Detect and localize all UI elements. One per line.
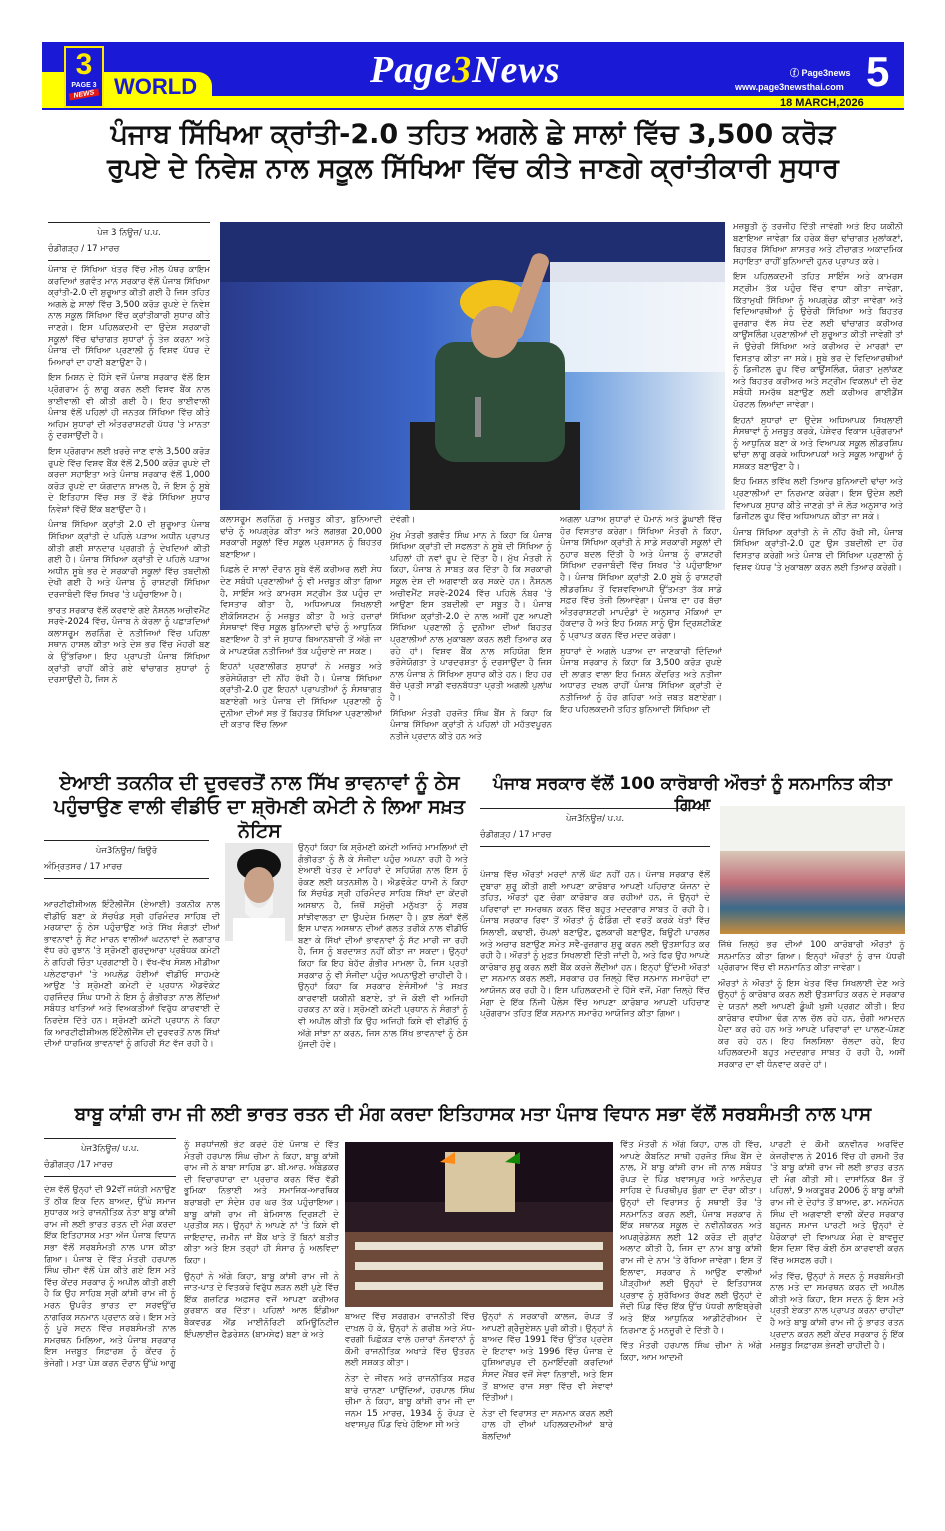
masthead-b: News — [472, 49, 561, 91]
kanshi-column-3 — [345, 1312, 475, 1525]
ai-column-2 — [298, 843, 468, 1091]
logo-tag: NEWS — [69, 88, 100, 100]
paragraph: ਪੰਜਾਬ ਸਿੱਖਿਆ ਕ੍ਰਾਂਤੀ 2.0 ਦੀ ਸ਼ੁਰੂਆਤ ਪੰਜਾਬ ਸਿੱਖਿਆ ਕ੍ਰਾਂਤੀ ਦੇ ਪਹਿਲੇ ਪੜਾਅ ਅਧੀਨ ਪ੍ਰਾਪਤ ਕੀਤੀ ਗਈ ਸ਼ਾਨਦਾਰ ਪ੍ਰਗਤੀ ਨੂੰ ਦੇਖਦਿਆਂ ਕੀਤੀ ਗਈ ਹੈ। ਪੰਜਾਬ ਸਿੱਖਿਆ ਕ੍ਰਾਂਤੀ ਦੇ ਪਹਿਲੇ ਪੜਾਅ ਅਧੀਨ ਸੂਬੇ ਭਰ ਦੇ ਸਰਕਾਰੀ ਸਕੂਲਾਂ ਵਿੱਚ ਤਬਦੀਲੀ ਦੇਖੀ ਗਈ ਹੈ ਅਤੇ ਪੰਜਾਬ ਨੂੰ ਰਾਸ਼ਟਰੀ ਸਿੱਖਿਆ ਦਰਜਾਬੰਦੀ ਵਿੱਚ ਸਿਖਰ 'ਤੇ ਪਹੁੰਚਾਇਆ ਹੈ। — [48, 520, 210, 601]
paragraph: ਪਾਰਟੀ ਦੇ ਕੌਮੀ ਕਨਵੀਨਰ ਅਰਵਿੰਦ ਕੇਜਰੀਵਾਲ ਨੇ 2016 ਵਿੱਚ ਹੀ ਰਸਮੀ ਤੌਰ 'ਤੇ ਬਾਬੂ ਕਾਂਸ਼ੀ ਰਾਮ ਜੀ ਲਈ ਭਾਰਤ ਰਤਨ ਦੀ ਮੰਗ ਕੀਤੀ ਸੀ। ਦਾਸਾਂਨਿਕ 8ਜ ਤੋਂ ਪਹਿਲਾਂ, 9 ਅਕਤੂਬਰ 2006 ਨੂੰ ਬਾਬੂ ਕਾਂਸ਼ੀ ਰਾਮ ਜੀ ਦੇ ਦੇਹਾਂਤ ਤੋਂ ਬਾਅਦ, ਡਾ. ਮਨਮੋਹਨ ਸਿੰਘ ਦੀ ਅਗਵਾਈ ਵਾਲੀ ਕੇਂਦਰ ਸਰਕਾਰ ਬਹੁਜਨ ਸਮਾਜ ਪਾਰਟੀ ਅਤੇ ਉਨ੍ਹਾਂ ਦੇ ਪੈਰੋਕਾਰਾਂ ਦੀ ਵਿਆਪਕ ਮੰਗ ਦੇ ਬਾਵਜੂਦ ਇਸ ਦਿਸ਼ਾ ਵਿੱਚ ਕੋਈ ਠੋਸ ਕਾਰਵਾਈ ਕਰਨ ਵਿੱਚ ਅਸਫਲ ਰਹੀ। — [770, 1140, 904, 1266]
dateline: ਚੰਡੀਗੜ੍ਹ / 17 ਮਾਰਚ — [480, 830, 710, 847]
masthead-num: 3 — [452, 49, 473, 91]
main-photo-chief-minister — [220, 222, 725, 510]
paragraph: ਉਨ੍ਹਾਂ ਨੇ ਸਰਕਾਰੀ ਕਾਲਜ, ਰੋਪੜ ਤੋਂ ਆਪਣੀ ਗ੍ਰੈਜੂਏਸ਼ਨ ਪੂਰੀ ਕੀਤੀ। ਉਨ੍ਹਾਂ ਨੇ ਬਾਅਦ ਵਿੱਚ 1991 ਵਿੱਚ ਉੱਤਰ ਪ੍ਰਦੇਸ਼ ਦੇ ਇਟਾਵਾ ਅਤੇ 1996 ਵਿੱਚ ਪੰਜਾਬ ਦੇ ਹੁਸ਼ਿਆਰਪੁਰ ਦੀ ਨੁਮਾਇੰਦਗੀ ਕਰਦਿਆਂ ਸੰਸਦ ਮੈਂਬਰ ਵਜੋਂ ਸੇਵਾ ਨਿਭਾਈ, ਅਤੇ ਇਸ ਤੋਂ ਬਾਅਦ ਰਾਜ ਸਭਾ ਵਿੱਚ ਵੀ ਸੇਵਾਵਾਂ ਦਿੱਤੀਆਂ। — [482, 1312, 613, 1404]
women-headline: ਪੰਜਾਬ ਸਰਕਾਰ ਵੱਲੋਂ 100 ਕਾਰੋਬਾਰੀ ਔਰਤਾਂ ਨੂੰ ਸਨਮਾਨਿਤ ਕੀਤਾ ਗਿਆ — [493, 774, 892, 816]
page-number: 5 — [866, 48, 890, 95]
ai-column-1 — [44, 880, 220, 1090]
portrait-illustration — [225, 843, 293, 941]
speaker-illustration — [220, 222, 725, 510]
paragraph: ਉਨ੍ਹਾਂ ਨੇ ਅੱਗੇ ਕਿਹਾ, ਬਾਬੂ ਕਾਂਸ਼ੀ ਰਾਮ ਜੀ ਨੇ ਜਾਤ-ਪਾਤ ਦੇ ਵਿਤਕਰੇ ਵਿਰੁੱਧ ਲੜਨ ਲਈ ਪੁਣੇ ਵਿੱਚ ਇੱਕ ਗਜ਼ਟਿਡ ਅਫ਼ਸਰ ਵਜੋਂ ਆਪਣਾ ਕਰੀਅਰ ਕੁਰਬਾਨ ਕਰ ਦਿੱਤਾ। ਪਹਿਲਾਂ ਆਲ ਇੰਡੀਆ ਬੈਕਵਰਡ ਐਂਡ ਮਾਈਨੋਰਿਟੀ ਕਮਿਊਨਿਟੀਜ਼ ਇੰਪਲਾਈਜ਼ ਫੈਡਰੇਸ਼ਨ (ਬਾਮਸੇਫ) ਬਣਾ ਕੇ ਅਤੇ — [184, 1271, 339, 1340]
paragraph: ਅਗਲਾ ਪੜਾਅ ਸੁਧਾਰਾਂ ਦੇ ਪੈਮਾਨੇ ਅਤੇ ਡੂੰਘਾਈ ਵਿੱਚ ਹੋਰ ਵਿਸਤਾਰ ਕਰੇਗਾ। ਸਿੱਖਿਆ ਮੰਤਰੀ ਨੇ ਕਿਹਾ, ਪੰਜਾਬ ਸਿੱਖਿਆ ਕ੍ਰਾਂਤੀ ਨੇ ਸਾਡੇ ਸਰਕਾਰੀ ਸਕੂਲਾਂ ਦੀ ਨੁਹਾਰ ਬਦਲ ਦਿੱਤੀ ਹੈ ਅਤੇ ਪੰਜਾਬ ਨੂੰ ਰਾਸ਼ਟਰੀ ਸਿੱਖਿਆ ਦਰਜਾਬੰਦੀ ਵਿੱਚ ਸਿਖਰ 'ਤੇ ਪਹੁੰਚਾਇਆ ਹੈ। ਪੰਜਾਬ ਸਿੱਖਿਆ ਕ੍ਰਾਂਤੀ 2.0 ਸੂਬੇ ਨੂੰ ਰਾਸ਼ਟਰੀ ਲੀਡਰਸ਼ਿਪ ਤੋਂ ਵਿਸ਼ਵਵਿਆਪੀ ਉੱਤਮਤਾ ਤੱਕ ਸਾਡੇ ਸਫ਼ਰ ਵਿੱਚ ਤੇਜ਼ੀ ਲਿਆਵੇਗਾ। ਪੰਜਾਬ ਦਾ ਹਰ ਬੱਚਾ ਅੰਤਰਰਾਸ਼ਟਰੀ ਮਾਪਦੰਡਾਂ ਦੇ ਅਨੁਸਾਰ ਮੌਕਿਆਂ ਦਾ ਹੱਕਦਾਰ ਹੈ ਅਤੇ ਇਹ ਮਿਸ਼ਨ ਸਾਨੂੰ ਉਸ ਦ੍ਰਿਸ਼ਟੀਕੋਣ ਨੂੰ ਪ੍ਰਾਪਤ ਕਰਨ ਵਿੱਚ ਮਦਦ ਕਰੇਗਾ। — [560, 515, 722, 641]
kanshi-byline-block — [44, 1138, 176, 1177]
paragraph: ਇਹਨਾਂ ਪ੍ਰਣਾਲੀਗਤ ਸੁਧਾਰਾਂ ਨੇ ਮਜ਼ਬੂਤ ਅਤੇ ਭਰੋਸੇਯੋਗਤਾ ਦੀ ਨੀਂਹ ਰੱਖੀ ਹੈ। ਪੰਜਾਬ ਸਿੱਖਿਆ ਕ੍ਰਾਂਤੀ-2.0 ਹੁਣ ਇਹਨਾਂ ਪ੍ਰਾਪਤੀਆਂ ਨੂੰ ਸੰਸਥਾਗਤ ਬਣਾਏਗੀ ਅਤੇ ਪੰਜਾਬ ਦੀ ਸਿੱਖਿਆ ਪ੍ਰਣਾਲੀ ਨੂੰ ਦੁਨੀਆ ਦੀਆਂ ਸਭ ਤੋਂ ਬਿਹਤਰ ਸਿੱਖਿਆ ਪ੍ਰਣਾਲੀਆਂ ਦੀ ਕਤਾਰ ਵਿੱਚ ਲਿਆ — [220, 662, 382, 731]
women-byline-block — [480, 808, 710, 847]
paragraph: ਇਹ ਮਿਸ਼ਨ ਭਵਿੱਖ ਲਈ ਤਿਆਰ ਬੁਨਿਆਦੀ ਢਾਂਚਾ ਅਤੇ ਪ੍ਰਣਾਲੀਆਂ ਦਾ ਨਿਰਮਾਣ ਕਰੇਗਾ। ਇਸ ਉਦੇਸ਼ ਲਈ ਵਿਆਪਕ ਸੁਧਾਰ ਕੀਤੇ ਜਾਣਗੇ ਤਾਂ ਜੋ ਲੋੜ ਅਨੁਸਾਰ ਅਤੇ ਡਿਜੀਟਲ ਰੂਪ ਵਿੱਚ ਅਧਿਆਪਨ ਕੀਤਾ ਜਾ ਸਕੇ। — [733, 477, 903, 523]
masthead-a: Page — [370, 49, 453, 91]
paragraph: ਵਿੱਤ ਮੰਤਰੀ ਹਰਪਾਲ ਸਿੰਘ ਚੀਮਾ ਨੇ ਅੱਗੇ ਕਿਹਾ, ਆਮ ਆਦਮੀ — [620, 1341, 762, 1363]
ai-headline-line2: ਪਹੁੰਚਾਉਣ ਵਾਲੀ ਵੀਡੀਓ ਦਾ ਸ਼੍ਰੋਮਣੀ ਕਮੇਟੀ ਨੇ ਲਿਆ ਸਖ਼ਤ ਨੋਟਿਸ — [53, 795, 466, 842]
kanshi-column-5 — [620, 1140, 762, 1525]
main-column-1 — [48, 265, 210, 760]
byline: ਪੇਜ3ਨਿਊਜ਼/ ਬਿਊਰੋ — [44, 840, 209, 856]
kanshi-column-2 — [184, 1140, 339, 1525]
paragraph: ਜਿੱਥੇ ਜ਼ਿਲ੍ਹੇ ਭਰ ਦੀਆਂ 100 ਕਾਰੋਬਾਰੀ ਔਰਤਾਂ ਨੂੰ ਸਨਮਾਨਿਤ ਕੀਤਾ ਗਿਆ। ਇਨ੍ਹਾਂ ਔਰਤਾਂ ਨੂੰ ਰਾਜ ਪੱਧਰੀ ਪ੍ਰੋਗਰਾਮ ਵਿੱਚ ਵੀ ਸਨਮਾਨਿਤ ਕੀਤਾ ਜਾਵੇਗਾ। — [718, 940, 905, 974]
facebook-icon: ⓕ — [790, 68, 802, 78]
paragraph: ਨੇਤਾ ਦੇ ਜੀਵਨ ਅਤੇ ਰਾਜਨੀਤਿਕ ਸਫ਼ਰ ਬਾਰੇ ਚਾਨਣਾ ਪਾਉਂਦਿਆਂ, ਹਰਪਾਲ ਸਿੰਘ ਚੀਮਾ ਨੇ ਕਿਹਾ, ਬਾਬੂ ਕਾਂਸ਼ੀ ਰਾਮ ਜੀ ਦਾ ਜਨਮ 15 ਮਾਰਚ, 1934 ਨੂੰ ਰੋਪੜ ਦੇ ਖਵਾਸਪੁਰ ਪਿੰਡ ਵਿਖੇ ਹੋਇਆ ਸੀ ਅਤੇ — [345, 1373, 475, 1431]
dateline: ਅੰਮ੍ਰਿਤਸਰ / 17 ਮਾਰਚ — [44, 862, 209, 879]
main-byline-block — [48, 222, 210, 261]
assembly-illustration — [345, 1142, 613, 1307]
women-award-photo — [720, 806, 905, 934]
paragraph: ਪੰਜਾਬ ਦੇ ਸਿੱਖਿਆ ਖੇਤਰ ਵਿੱਚ ਮੀਲ ਪੱਥਰ ਕਾਇਮ ਕਰਦਿਆਂ ਭਗਵੰਤ ਮਾਨ ਸਰਕਾਰ ਵੱਲੋਂ ਪੰਜਾਬ ਸਿੱਖਿਆ ਕ੍ਰਾਂਤੀ-2.0 ਦੀ ਸ਼ੁਰੂਆਤ ਕੀਤੀ ਗਈ ਹੈ ਜਿਸ ਤਹਿਤ ਅਗਲੇ ਛੇ ਸਾਲਾਂ ਵਿੱਚ 3,500 ਕਰੋੜ ਰੁਪਏ ਦੇ ਨਿਵੇਸ਼ ਨਾਲ ਸਕੂਲ ਸਿੱਖਿਆ ਵਿੱਚ ਕ੍ਰਾਂਤੀਕਾਰੀ ਸੁਧਾਰ ਕੀਤੇ ਜਾਣਗੇ। ਇਸ ਪਹਿਲਕਦਮੀ ਦਾ ਉਦੇਸ਼ ਸਰਕਾਰੀ ਸਕੂਲਾਂ ਵਿੱਚ ਢਾਂਚਾਗਤ ਸੁਧਾਰਾਂ ਨੂੰ ਤੇਜ਼ ਕਰਨਾ ਅਤੇ ਪੰਜਾਬ ਦੀ ਸਿੱਖਿਆ ਪ੍ਰਣਾਲੀ ਨੂੰ ਵਿਸ਼ਵ ਪੱਧਰ ਦੇ ਮਿਆਰਾਂ ਦਾ ਹਾਣੀ ਬਣਾਉਣਾ ਹੈ। — [48, 265, 210, 368]
paragraph: ਪੰਜਾਬ ਵਿੱਚ ਔਰਤਾਂ ਮਰਦਾਂ ਨਾਲੋਂ ਘੱਟ ਨਹੀਂ ਹਨ। ਪੰਜਾਬ ਸਰਕਾਰ ਵੱਲੋਂ ਦੁਬਾਰਾ ਸ਼ੁਰੂ ਕੀਤੀ ਗਈ ਆਪਣਾ ਕਾਰੋਬਾਰ ਆਪਣੀ ਪਹਿਚਾਣ ਯੋਜਨਾ ਦੇ ਤਹਿਤ, ਔਰਤਾਂ ਹੁਣ ਚੰਗਾ ਕਾਰੋਬਾਰ ਕਰ ਰਹੀਆਂ ਹਨ, ਜੋ ਉਨ੍ਹਾਂ ਦੇ ਪਰਿਵਾਰਾਂ ਦਾ ਸਮਰਥਨ ਕਰਨ ਵਿੱਚ ਬਹੁਤ ਮਦਦਗਾਰ ਸਾਬਤ ਹੋ ਰਹੀ ਹੈ। ਪੰਜਾਬ ਸਰਕਾਰ ਰਿਵਾ ਤੋਂ ਔਰਤਾਂ ਨੂੰ ਫੰਡਿੰਗ ਦੀ ਵਰਤੋਂ ਕਰਕੇ ਖੇਤਾਂ ਵਿੱਚ ਸਿਲਾਈ, ਕਢਾਈ, ਚੱਪਲਾਂ ਬਣਾਉਣ, ਫੁਲਕਾਰੀ ਬਣਾਉਣ, ਬਿਊਟੀ ਪਾਰਲਰ ਅਤੇ ਅਚਾਰ ਬਣਾਉਣ ਸਮੇਤ ਸਵੈ-ਰੁਜ਼ਗਾਰ ਸ਼ੁਰੂ ਕਰਨ ਲਈ ਉਤਸ਼ਾਹਿਤ ਕਰ ਰਹੀ ਹੈ। ਔਰਤਾਂ ਨੂੰ ਮੁਫ਼ਤ ਸਿਖਲਾਈ ਦਿੱਤੀ ਜਾਂਦੀ ਹੈ, ਅਤੇ ਫਿਰ ਉਹ ਆਪਣੇ ਕਾਰੋਬਾਰ ਸ਼ੁਰੂ ਕਰਨ ਲਈ ਬੈਂਕ ਕਰਜ਼ੇ ਲੈਂਦੀਆਂ ਹਨ। ਇਨ੍ਹਾਂ ਉੱਦਮੀ ਔਰਤਾਂ ਦਾ ਸਨਮਾਨ ਕਰਨ ਲਈ, ਸਰਕਾਰ ਹਰ ਜ਼ਿਲ੍ਹੇ ਵਿੱਚ ਸਨਮਾਨ ਸਮਾਰੋਹਾਂ ਦਾ ਆਯੋਜਨ ਕਰ ਰਹੀ ਹੈ। ਇਸ ਪਹਿਲਕਦਮੀ ਦੇ ਹਿੱਸੇ ਵਜੋਂ, ਮੋਗਾ ਜ਼ਿਲ੍ਹੇ ਵਿੱਚ ਮੋਗਾ ਦੇ ਇੱਕ ਨਿੱਜੀ ਪੈਲੇਸ ਵਿੱਚ ਆਪਣਾ ਕਾਰੋਬਾਰ ਆਪਣੀ ਪਹਿਚਾਣ ਪ੍ਰੋਗਰਾਮ ਤਹਿਤ ਇੱਕ ਸਨਮਾਨ ਸਮਾਰੋਹ ਆਯੋਜਿਤ ਕੀਤਾ ਗਿਆ। — [480, 870, 710, 1020]
dhami-portrait — [225, 843, 293, 941]
section-label: WORLD — [114, 74, 198, 99]
dateline: ਚੰਡੀਗੜ੍ਹ /17 ਮਾਰਚ — [44, 1160, 176, 1177]
main-column-5 — [733, 222, 903, 760]
ai-headline — [42, 772, 477, 843]
assembly-photo — [345, 1142, 613, 1307]
facebook-label: Page3news — [801, 68, 851, 78]
logo-number: 3 — [75, 48, 93, 81]
paragraph: ਬਾਅਦ ਵਿੱਚ ਸਰਗਰਮ ਰਾਜਨੀਤੀ ਵਿੱਚ ਦਾਖ਼ਲ ਹੋ ਕੇ, ਉਨ੍ਹਾਂ ਨੇ ਗਰੀਬ ਅਤੇ ਮੱਧ-ਵਰਗੀ ਪਿਛੋਕੜ ਵਾਲੇ ਹਜ਼ਾਰਾਂ ਨੌਜਵਾਨਾਂ ਨੂੰ ਕੌਮੀ ਰਾਜਨੀਤਿਕ ਅਖਾੜੇ ਵਿੱਚ ਉਤਰਨ ਲਈ ਸਸ਼ਕਤ ਕੀਤਾ। — [345, 1312, 475, 1369]
issue-date: 18 MARCH,2026 — [780, 97, 864, 109]
paragraph: ਸਿੱਖਿਆ ਮੰਤਰੀ ਹਰਜੋਤ ਸਿੰਘ ਬੈਂਸ ਨੇ ਕਿਹਾ ਕਿ ਪੰਜਾਬ ਸਿੱਖਿਆ ਕ੍ਰਾਂਤੀ ਨੇ ਪਹਿਲਾਂ ਹੀ ਮਹੱਤਵਪੂਰਨ ਨਤੀਜੇ ਪ੍ਰਦਾਨ ਕੀਤੇ ਹਨ ਅਤੇ — [390, 708, 552, 742]
paragraph: ਆਰਟੀਫੀਸ਼ੀਅਲ ਇੰਟੈਲੀਜੈਂਸ (ਏਆਈ) ਤਕਨੀਕ ਨਾਲ ਵੀਡੀਓ ਬਣਾ ਕੇ ਸੱਚਖੰਡ ਸ੍ਰੀ ਹਰਿਮੰਦਰ ਸਾਹਿਬ ਦੀ ਮਰਯਾਦਾ ਨੂੰ ਠੇਸ ਪਹੁੰਚਾਉਣ ਅਤੇ ਸਿੱਖ ਸੰਗਤਾਂ ਦੀਆਂ ਭਾਵਨਾਵਾਂ ਨੂੰ ਸੱਟ ਮਾਰਨ ਵਾਲੀਆਂ ਘਟਨਾਵਾਂ ਦੇ ਲਗਾਤਾਰ ਵੱਧ ਰਹੇ ਰੁਝਾਨ 'ਤੇ ਸ਼੍ਰੋਮਣੀ ਗੁਰਦੁਆਰਾ ਪ੍ਰਬੰਧਕ ਕਮੇਟੀ ਨੇ ਗਹਿਰੀ ਚਿੰਤਾ ਪ੍ਰਗਟਾਈ ਹੈ। ਵੱਖ-ਵੱਖ ਸੋਸ਼ਲ ਮੀਡੀਆ ਪਲੇਟਫਾਰਮਾਂ 'ਤੇ ਅਪਲੋਡ ਹੋਈਆਂ ਵੀਡੀਓ ਸਾਹਮਣੇ ਆਉਣ 'ਤੇ ਸ਼੍ਰੋਮਣੀ ਕਮੇਟੀ ਦੇ ਪ੍ਰਧਾਨ ਐਡਵੋਕੇਟ ਹਰਜਿੰਦਰ ਸਿੰਘ ਧਾਮੀ ਨੇ ਇਸ ਨੂੰ ਗੰਭੀਰਤਾ ਨਾਲ ਲੈਂਦਿਆਂ ਸਬੰਧਤ ਖਾਤਿਆਂ ਅਤੇ ਵਿਅਕਤੀਆਂ ਵਿਰੁੱਧ ਕਾਰਵਾਈ ਦੇ ਨਿਰਦੇਸ਼ ਦਿੱਤੇ ਹਨ। ਸ਼੍ਰੋਮਣੀ ਕਮੇਟੀ ਪ੍ਰਧਾਨ ਨੇ ਕਿਹਾ ਕਿ ਆਰਟੀਫੀਸ਼ੀਅਲ ਇੰਟੈਲੀਜੈਂਸ ਦੀ ਦੁਰਵਰਤੋਂ ਨਾਲ ਸਿੱਖਾਂ ਦੀਆਂ ਧਾਰਮਿਕ ਭਾਵਨਾਵਾਂ ਨੂੰ ਗਹਿਰੀ ਸੱਟ ਵੱਜ ਰਹੀ ਹੈ। — [44, 900, 220, 1050]
main-headline — [42, 118, 904, 186]
paragraph: ਦੇਸ਼ ਵੱਲੋਂ ਉਨ੍ਹਾਂ ਦੀ 92ਵੀਂ ਜਯੰਤੀ ਮਨਾਉਣ ਤੋਂ ਠੀਕ ਇਕ ਦਿਨ ਬਾਅਦ, ਉੱਘੇ ਸਮਾਜ ਸੁਧਾਰਕ ਅਤੇ ਰਾਜਨੀਤਿਕ ਨੇਤਾ ਬਾਬੂ ਕਾਂਸ਼ੀ ਰਾਮ ਜੀ ਲਈ ਭਾਰਤ ਰਤਨ ਦੀ ਮੰਗ ਕਰਦਾ ਇੱਕ ਇਤਿਹਾਸਕ ਮਤਾ ਅੱਜ ਪੰਜਾਬ ਵਿਧਾਨ ਸਭਾ ਵੱਲੋਂ ਸਰਬਸੰਮਤੀ ਨਾਲ ਪਾਸ ਕੀਤਾ ਗਿਆ। ਪੰਜਾਬ ਦੇ ਵਿੱਤ ਮੰਤਰੀ ਹਰਪਾਲ ਸਿੰਘ ਚੀਮਾ ਵੱਲੋਂ ਪੇਸ਼ ਕੀਤੇ ਗਏ ਇਸ ਮਤੇ ਵਿੱਚ ਕੇਂਦਰ ਸਰਕਾਰ ਨੂੰ ਅਪੀਲ ਕੀਤੀ ਗਈ ਹੈ ਕਿ ਉਹ ਸਾਹਿਬ ਸ੍ਰੀ ਕਾਂਸ਼ੀ ਰਾਮ ਜੀ ਨੂੰ ਮਰਨ ਉਪਰੰਤ ਭਾਰਤ ਦਾ ਸਰਵਉੱਚ ਨਾਗਰਿਕ ਸਨਮਾਨ ਪ੍ਰਦਾਨ ਕਰੇ। ਇਸ ਮਤੇ ਨੂੰ ਪੂਰੇ ਸਦਨ ਵਿੱਚ ਸਰਬਸੰਮਤੀ ਨਾਲ ਸਮਰਥਨ ਮਿਲਿਆ, ਅਤੇ ਪੰਜਾਬ ਸਰਕਾਰ ਇਸ ਮਜ਼ਬੂਤ ਸਿਫ਼ਾਰਸ਼ ਨੂੰ ਕੇਂਦਰ ਨੂੰ ਭੇਜੇਗੀ। ਮਤਾ ਪੇਸ਼ ਕਰਨ ਦੌਰਾਨ ਉੱਘੇ ਆਗੂ — [44, 1185, 176, 1369]
kanshi-column-1 — [44, 1185, 176, 1525]
ai-headline-line1: ਏਆਈ ਤਕਨੀਕ ਦੀ ਦੁਰਵਰਤੋਂ ਨਾਲ ਸਿੱਖ ਭਾਵਨਾਵਾਂ ਨੂੰ ਠੇਸ — [59, 772, 460, 794]
paragraph: ਭਾਰਤ ਸਰਕਾਰ ਵੱਲੋਂ ਕਰਵਾਏ ਗਏ ਨੈਸ਼ਨਲ ਅਚੀਵਮੈਂਟ ਸਰਵੇ-2024 ਵਿੱਚ, ਪੰਜਾਬ ਨੇ ਕੇਰਲਾ ਨੂੰ ਪਛਾੜਦਿਆਂ ਕਲਾਸਰੂਮ ਲਰਨਿੰਗ ਦੇ ਨਤੀਜਿਆਂ ਵਿੱਚ ਪਹਿਲਾ ਸਥਾਨ ਹਾਸਲ ਕੀਤਾ ਅਤੇ ਦੇਸ਼ ਭਰ ਵਿੱਚ ਮੋਹਰੀ ਬਣ ਕੇ ਉੱਭਰਿਆ। ਇਹ ਪ੍ਰਾਪਤੀ ਪੰਜਾਬ ਸਿੱਖਿਆ ਕ੍ਰਾਂਤੀ ਰਾਹੀਂ ਕੀਤੇ ਗਏ ਢਾਂਚਾਗਤ ਸੁਧਾਰਾਂ ਨੂੰ ਦਰਸਾਉਂਦੀ ਹੈ, ਜਿਸ ਨੇ — [48, 605, 210, 686]
women-column-2 — [718, 940, 905, 1092]
women-column-1 — [480, 870, 710, 1092]
paragraph: ਮੁੱਖ ਮੰਤਰੀ ਭਗਵੰਤ ਸਿੰਘ ਮਾਨ ਨੇ ਕਿਹਾ ਕਿ ਪੰਜਾਬ ਸਿੱਖਿਆ ਕ੍ਰਾਂਤੀ ਦੀ ਸਫਲਤਾ ਨੇ ਸੂਬੇ ਦੀ ਸਿੱਖਿਆ ਨੂੰ ਪਹਿਲਾਂ ਹੀ ਨਵਾਂ ਰੂਪ ਦੇ ਦਿੱਤਾ ਹੈ। ਮੁੱਖ ਮੰਤਰੀ ਨੇ ਕਿਹਾ, ਪੰਜਾਬ ਨੇ ਸਾਬਤ ਕਰ ਦਿੱਤਾ ਹੈ ਕਿ ਸਰਕਾਰੀ ਸਕੂਲ ਦੇਸ਼ ਦੀ ਅਗਵਾਈ ਕਰ ਸਕਦੇ ਹਨ। ਨੈਸ਼ਨਲ ਅਚੀਵਮੈਂਟ ਸਰਵੇ-2024 ਵਿੱਚ ਪਹਿਲੇ ਨੰਬਰ 'ਤੇ ਆਉਣਾ ਇਸ ਤਬਦੀਲੀ ਦਾ ਸਬੂਤ ਹੈ। ਪੰਜਾਬ ਸਿੱਖਿਆ ਕ੍ਰਾਂਤੀ-2.0 ਦੇ ਨਾਲ ਅਸੀਂ ਹੁਣ ਆਪਣੀ ਸਿੱਖਿਆ ਪ੍ਰਣਾਲੀ ਨੂੰ ਦੁਨੀਆ ਦੀਆਂ ਬਿਹਤਰ ਪ੍ਰਣਾਲੀਆਂ ਨਾਲ ਮੁਕਾਬਲਾ ਕਰਨ ਲਈ ਤਿਆਰ ਕਰ ਰਹੇ ਹਾਂ। ਵਿਸ਼ਵ ਬੈਂਕ ਨਾਲ ਸਹਿਯੋਗ ਇਸ ਭਰੋਸੇਯੋਗਤਾ ਤੇ ਪਾਰਦਰਸ਼ਤਾ ਨੂੰ ਦਰਸਾਉਂਦਾ ਹੈ ਜਿਸ ਨਾਲ ਪੰਜਾਬ ਨੇ ਸਿੱਖਿਆ ਸੁਧਾਰ ਕੀਤੇ ਹਨ। ਇਹ ਹਰ ਬੱਚੇ ਪ੍ਰਤੀ ਸਾਡੀ ਵਚਨਬੱਧਤਾ ਪ੍ਰਤੀ ਅਗਲੀ ਪੁਲਾਂਘ ਹੈ। — [390, 530, 552, 703]
byline: ਪੇਜ 3 ਨਿਊਜ਼/ ਪ.ਪ. — [48, 222, 210, 238]
paragraph: ਅੰਤ ਵਿੱਚ, ਉਨ੍ਹਾਂ ਨੇ ਸਦਨ ਨੂੰ ਸਰਬਸੰਮਤੀ ਨਾਲ ਮਤੇ ਦਾ ਸਮਰਥਨ ਕਰਨ ਦੀ ਅਪੀਲ ਕੀਤੀ ਅਤੇ ਕਿਹਾ, ਇਸ ਸਦਨ ਨੂੰ ਇਸ ਮਤੇ ਪ੍ਰਤੀ ਏਕਤਾ ਨਾਲ ਪ੍ਰਾਪਤ ਕਰਨਾ ਚਾਹੀਦਾ ਹੈ ਅਤੇ ਬਾਬੂ ਕਾਂਸ਼ੀ ਰਾਮ ਜੀ ਨੂੰ ਭਾਰਤ ਰਤਨ ਪ੍ਰਦਾਨ ਕਰਨ ਲਈ ਕੇਂਦਰ ਸਰਕਾਰ ਨੂੰ ਇੱਕ ਮਜ਼ਬੂਤ ਸਿਫ਼ਾਰਸ਼ ਭੇਜਣੀ ਚਾਹੀਦੀ ਹੈ। — [770, 1271, 904, 1352]
paragraph: ਇਹਨਾਂ ਸੁਧਾਰਾਂ ਦਾ ਉਦੇਸ਼ ਅਧਿਆਪਕ ਸਿਖਲਾਈ ਸੰਸਥਾਵਾਂ ਨੂੰ ਮਜ਼ਬੂਤ ਕਰਕੇ, ਪੇਸ਼ੇਵਰ ਵਿਕਾਸ ਪ੍ਰੋਗਰਾਮਾਂ ਨੂੰ ਆਧੁਨਿਕ ਬਣਾ ਕੇ ਅਤੇ ਵਿਆਪਕ ਸਕੂਲ ਲੀਡਰਸ਼ਿਪ ਢਾਂਚਾ ਲਾਗੂ ਕਰਕੇ ਅਧਿਆਪਕਾਂ ਅਤੇ ਸਕੂਲ ਆਗੂਆਂ ਨੂੰ ਸਸ਼ਕਤ ਬਣਾਉਣਾ ਹੈ। — [733, 415, 903, 472]
main-column-3 — [390, 515, 552, 760]
paragraph: ਵਿੱਤ ਮੰਤਰੀ ਨੇ ਅੱਗੇ ਕਿਹਾ, ਹਾਲ ਹੀ ਵਿੱਚ, ਆਪਣੇ ਕੈਬਨਿਟ ਸਾਥੀ ਹਰਜੋਤ ਸਿੰਘ ਬੈਂਸ ਦੇ ਨਾਲ, ਮੈਂ ਬਾਬੂ ਕਾਂਸ਼ੀ ਰਾਮ ਜੀ ਨਾਲ ਸਬੰਧਤ ਰੋਪੜ ਦੇ ਪਿੰਡ ਖਵਾਸਪੁਰ ਅਤੇ ਆਨੰਦਪੁਰ ਸਾਹਿਬ ਦੇ ਪਿਰਥੀਪੁਰ ਬੁੰਗਾ ਦਾ ਦੌਰਾ ਕੀਤਾ। ਉਨ੍ਹਾਂ ਦੀ ਵਿਰਾਸਤ ਨੂੰ ਸਥਾਈ ਤੌਰ 'ਤੇ ਸਨਮਾਨਿਤ ਕਰਨ ਲਈ, ਪੰਜਾਬ ਸਰਕਾਰ ਨੇ ਇੱਕ ਸਥਾਨਕ ਸਕੂਲ ਦੇ ਨਵੀਨੀਕਰਨ ਅਤੇ ਅਪਗ੍ਰੇਡੇਸ਼ਨ ਲਈ 12 ਕਰੋੜ ਦੀ ਗ੍ਰਾਂਟ ਅਲਾਟ ਕੀਤੀ ਹੈ, ਜਿਸ ਦਾ ਨਾਮ ਬਾਬੂ ਕਾਂਸ਼ੀ ਰਾਮ ਜੀ ਦੇ ਨਾਮ 'ਤੇ ਰੱਖਿਆ ਜਾਵੇਗਾ। ਇਸ ਤੋਂ ਇਲਾਵਾ, ਸਰਕਾਰ ਨੇ ਆਉਣ ਵਾਲੀਆਂ ਪੀੜ੍ਹੀਆਂ ਲਈ ਉਨ੍ਹਾਂ ਦੇ ਇਤਿਹਾਸਕ ਪ੍ਰਭਾਵ ਨੂੰ ਸੁਰੱਖਿਅਤ ਰੱਖਣ ਲਈ ਉਨ੍ਹਾਂ ਦੇ ਜੱਦੀ ਪਿੰਡ ਵਿੱਚ ਇੱਕ ਉੱਚ ਪੱਧਰੀ ਲਾਇਬ੍ਰੇਰੀ ਅਤੇ ਇੱਕ ਆਧੁਨਿਕ ਆਡੀਟੋਰੀਅਮ ਦੇ ਨਿਰਮਾਣ ਨੂੰ ਮਨਜ਼ੂਰੀ ਦੇ ਦਿੱਤੀ ਹੈ। — [620, 1140, 762, 1336]
kanshi-column-4 — [482, 1312, 613, 1525]
main-headline-line2: ਰੁਪਏ ਦੇ ਨਿਵੇਸ਼ ਨਾਲ ਸਕੂਲ ਸਿੱਖਿਆ ਵਿੱਚ ਕੀਤੇ ਜਾਣਗੇ ਕ੍ਰਾਂਤੀਕਾਰੀ ਸੁਧਾਰ — [107, 152, 839, 184]
paragraph: ਔਰਤਾਂ ਨੇ ਔਰਤਾਂ ਨੂੰ ਇਸ ਖੇਤਰ ਵਿੱਚ ਸਿਖਲਾਈ ਦੇਣ ਅਤੇ ਉਨ੍ਹਾਂ ਨੂੰ ਕਾਰੋਬਾਰ ਕਰਨ ਲਈ ਉਤਸ਼ਾਹਿਤ ਕਰਨ ਦੇ ਸਰਕਾਰ ਦੇ ਯਤਨਾਂ ਲਈ ਆਪਣੀ ਡੂੰਘੀ ਖੁਸ਼ੀ ਪ੍ਰਗਟ ਕੀਤੀ। ਇਹ ਕਾਰੋਬਾਰ ਵਧੀਆ ਢੰਗ ਨਾਲ ਚੱਲ ਰਹੇ ਹਨ, ਚੰਗੀ ਆਮਦਨ ਪੈਦਾ ਕਰ ਰਹੇ ਹਨ ਅਤੇ ਆਪਣੇ ਪਰਿਵਾਰਾਂ ਦਾ ਪਾਲਣ-ਪੋਸ਼ਣ ਕਰ ਰਹੇ ਹਨ। ਇਹ ਸਿਲਸਿਲਾ ਚੱਲਦਾ ਰਹੇ, ਇਹ ਪਹਿਲਕਦਮੀ ਬਹੁਤ ਮਦਦਗਾਰ ਸਾਬਤ ਹੋ ਰਹੀ ਹੈ, ਅਸੀਂ ਸਰਕਾਰ ਦਾ ਵੀ ਧੰਨਵਾਦ ਕਰਦੇ ਹਾਂ। — [718, 978, 905, 1070]
paragraph: ਉਨ੍ਹਾਂ ਕਿਹਾ ਕਿ ਸ਼੍ਰੋਮਣੀ ਕਮੇਟੀ ਅਜਿਹੇ ਮਾਮਲਿਆਂ ਦੀ ਗੰਭੀਰਤਾ ਨੂੰ ਲੈ ਕੇ ਸੰਜੀਦਾ ਪਹੁੰਚ ਅਪਨਾ ਰਹੀ ਹੈ ਅਤੇ ਏਆਈ ਖੇਤਰ ਦੇ ਮਾਹਿਰਾਂ ਦੇ ਸਹਿਯੋਗ ਨਾਲ ਇਸ ਨੂੰ ਰੋਕਣ ਲਈ ਯਤਨਸ਼ੀਲ ਹੈ। ਐਡਵੋਕੇਟ ਧਾਮੀ ਨੇ ਕਿਹਾ ਕਿ ਸੱਚਖੰਡ ਸ੍ਰੀ ਹਰਿਮੰਦਰ ਸਾਹਿਬ ਸਿੱਖਾਂ ਦਾ ਕੇਂਦਰੀ ਅਸਥਾਨ ਹੈ, ਜਿਥੋਂ ਸਮੁੱਚੀ ਮਨੁੱਖਤਾ ਨੂੰ ਸਰਬ ਸਾਂਝੀਵਾਲਤਾ ਦਾ ਉਪਦੇਸ਼ ਮਿਲਦਾ ਹੈ। ਕੁਝ ਲੋਕਾਂ ਵੱਲੋਂ ਇਸ ਪਾਵਨ ਅਸਥਾਨ ਦੀਆਂ ਗਲਤ ਤਰੀਕੇ ਨਾਲ ਵੀਡੀਓ ਬਣਾ ਕੇ ਸਿੱਖਾਂ ਦੀਆਂ ਭਾਵਨਾਵਾਂ ਨੂੰ ਸੱਟ ਮਾਰੀ ਜਾ ਰਹੀ ਹੈ, ਜਿਸ ਨੂੰ ਬਰਦਾਸ਼ਤ ਨਹੀਂ ਕੀਤਾ ਜਾ ਸਕਦਾ। ਉਨ੍ਹਾਂ ਕਿਹਾ ਕਿ ਇਹ ਬੇਹੱਦ ਗੰਭੀਰ ਮਾਮਲਾ ਹੈ, ਜਿਸ ਪ੍ਰਤੀ ਸਰਕਾਰ ਨੂੰ ਵੀ ਸੰਜੀਦਾ ਪਹੁੰਚ ਅਪਨਾਉਣੀ ਚਾਹੀਦੀ ਹੈ। ਉਨ੍ਹਾਂ ਕਿਹਾ ਕਿ ਸਰਕਾਰ ਏਜੰਸੀਆਂ 'ਤੇ ਸਖ਼ਤ ਕਾਰਵਾਈ ਯਕੀਨੀ ਬਣਾਏ, ਤਾਂ ਜੋ ਕੋਈ ਵੀ ਅਜਿਹੀ ਹਰਕਤ ਨਾ ਕਰੇ। ਸ਼੍ਰੋਮਣੀ ਕਮੇਟੀ ਪ੍ਰਧਾਨ ਨੇ ਸੰਗਤਾਂ ਨੂੰ ਵੀ ਅਪੀਲ ਕੀਤੀ ਕਿ ਉਹ ਅਜਿਹੀ ਕਿਸੇ ਵੀ ਵੀਡੀਓ ਨੂੰ ਅੱਗੇ ਸਾਂਝਾ ਨਾ ਕਰਨ, ਜਿਸ ਨਾਲ ਸਿੱਖ ਭਾਵਨਾਵਾਂ ਨੂੰ ਠੇਸ ਪੁੱਜਦੀ ਹੋਵੇ। — [298, 843, 468, 1051]
paragraph: ਇਸ ਮਿਸ਼ਨ ਦੇ ਹਿੱਸੇ ਵਜੋਂ ਪੰਜਾਬ ਸਰਕਾਰ ਵੱਲੋਂ ਇਸ ਪ੍ਰੋਗਰਾਮ ਨੂੰ ਲਾਗੂ ਕਰਨ ਲਈ ਵਿਸ਼ਵ ਬੈਂਕ ਨਾਲ ਭਾਈਵਾਲੀ ਵੀ ਕੀਤੀ ਗਈ ਹੈ। ਇਹ ਭਾਈਵਾਲੀ ਪੰਜਾਬ ਵੱਲੋਂ ਪਹਿਲਾਂ ਹੀ ਜਨਤਕ ਸਿੱਖਿਆ ਵਿੱਚ ਕੀਤੇ ਅਹਿਮ ਸੁਧਾਰਾਂ ਦੀ ਅੰਤਰਰਾਸ਼ਟਰੀ ਪੱਧਰ 'ਤੇ ਮਾਨਤਾ ਨੂੰ ਦਰਸਾਉਂਦੀ ਹੈ। — [48, 373, 210, 442]
paragraph: ਮਜ਼ਬੂਤੀ ਨੂੰ ਤਰਜੀਹ ਦਿੱਤੀ ਜਾਵੇਗੀ ਅਤੇ ਇਹ ਯਕੀਨੀ ਬਣਾਇਆ ਜਾਵੇਗਾ ਕਿ ਹਰੇਕ ਬੱਚਾ ਢਾਂਚਾਗਤ ਮੁਲਾਂਕਣਾਂ, ਬਿਹਤਰ ਸਿੱਖਿਆ ਸ਼ਾਸਤਰ ਅਤੇ ਟੀਚਾਗਤ ਅਕਾਦਮਿਕ ਸਹਾਇਤਾ ਰਾਹੀਂ ਬੁਨਿਆਦੀ ਹੁਨਰ ਪ੍ਰਾਪਤ ਕਰੇ। — [733, 222, 903, 267]
paragraph: ਕਲਾਸਰੂਮ ਲਰਨਿੰਗ ਨੂੰ ਮਜ਼ਬੂਤ ਕੀਤਾ, ਬੁਨਿਆਦੀ ਢਾਂਚੇ ਨੂੰ ਅਪਗ੍ਰੇਡ ਕੀਤਾ ਅਤੇ ਲਗਭਗ 20,000 ਸਰਕਾਰੀ ਸਕੂਲਾਂ ਵਿੱਚ ਸਕੂਲ ਪ੍ਰਸ਼ਾਸਨ ਨੂੰ ਬਿਹਤਰ ਬਣਾਇਆ। — [220, 515, 382, 560]
paragraph: ਦੇਵੇਗੀ। — [390, 515, 416, 525]
website-link[interactable]: www.page3newsthai.com — [735, 82, 844, 92]
dateline: ਚੰਡੀਗੜ੍ਹ / 17 ਮਾਰਚ — [48, 244, 210, 261]
byline: ਪੇਜ3ਨਿਊਜ਼/ ਪ.ਪ. — [480, 808, 710, 824]
facebook-handle[interactable] — [790, 66, 851, 79]
byline: ਪੇਜ3ਨਿਊਜ਼/ ਪ.ਪ. — [44, 1138, 176, 1154]
kanshi-column-6 — [770, 1140, 904, 1525]
logo-sub: PAGE 3 — [71, 82, 97, 89]
paragraph: ਇਸ ਪ੍ਰੋਗਰਾਮ ਲਈ ਖ਼ਰਚੇ ਜਾਣ ਵਾਲੇ 3,500 ਕਰੋੜ ਰੁਪਏ ਵਿੱਚ ਵਿਸ਼ਵ ਬੈਂਕ ਵੱਲੋਂ 2,500 ਕਰੋੜ ਰੁਪਏ ਦੀ ਕਰਜ਼ਾ ਸਹਾਇਤਾ ਅਤੇ ਪੰਜਾਬ ਸਰਕਾਰ ਵੱਲੋਂ 1,000 ਕਰੋੜ ਰੁਪਏ ਦਾ ਯੋਗਦਾਨ ਸ਼ਾਮਲ ਹੈ, ਜੋ ਇਸ ਨੂੰ ਸੂਬੇ ਦੇ ਇਤਿਹਾਸ ਵਿੱਚ ਸਭ ਤੋਂ ਵੱਡੇ ਸਿੱਖਿਆ ਸੁਧਾਰ ਨਿਵੇਸ਼ਾਂ ਵਿੱਚੋਂ ਇੱਕ ਬਣਾਉਂਦਾ ਹੈ। — [48, 446, 210, 515]
paragraph: ਨੇਤਾ ਦੀ ਵਿਰਾਸਤ ਦਾ ਸਨਮਾਨ ਕਰਨ ਲਈ ਹਾਲ ਹੀ ਦੀਆਂ ਪਹਿਲਕਦਮੀਆਂ ਬਾਰੇ ਬੋਲਦਿਆਂ — [482, 1408, 613, 1442]
main-headline-line1: ਪੰਜਾਬ ਸਿੱਖਿਆ ਕ੍ਰਾਂਤੀ-2.0 ਤਹਿਤ ਅਗਲੇ ਛੇ ਸਾਲਾਂ ਵਿੱਚ 3,500 ਕਰੋੜ — [110, 119, 836, 150]
ai-byline-block — [44, 840, 209, 879]
page3-logo — [64, 46, 104, 108]
main-column-4 — [560, 515, 722, 760]
paragraph: ਇਸ ਪਹਿਲਕਦਮੀ ਤਹਿਤ ਸਾਇੰਸ ਅਤੇ ਕਾਮਰਸ ਸਟ੍ਰੀਮ ਤੱਕ ਪਹੁੰਚ ਵਿੱਚ ਵਾਧਾ ਕੀਤਾ ਜਾਵੇਗਾ, ਕਿੱਤਾਮੁਖੀ ਸਿੱਖਿਆ ਨੂੰ ਅਪਗ੍ਰੇਡ ਕੀਤਾ ਜਾਵੇਗਾ ਅਤੇ ਵਿਦਿਆਰਥੀਆਂ ਨੂੰ ਉਚੇਰੀ ਸਿੱਖਿਆ ਅਤੇ ਬਿਹਤਰ ਰੁਜ਼ਗਾਰ ਵੱਲ ਸੇਧ ਦੇਣ ਲਈ ਢਾਂਚਾਗਤ ਕਰੀਅਰ ਕਾਊਂਸਲਿੰਗ ਪ੍ਰਣਾਲੀਆਂ ਦੀ ਸ਼ੁਰੂਆਤ ਕੀਤੀ ਜਾਵੇਗੀ ਤਾਂ ਜੋ ਉਚੇਰੀ ਸਿੱਖਿਆ ਅਤੇ ਕਰੀਅਰ ਦੇ ਮਾਰਗਾਂ ਦਾ ਵਿਸਤਾਰ ਕੀਤਾ ਜਾ ਸਕੇ। ਸੂਬੇ ਭਰ ਦੇ ਵਿਦਿਆਰਥੀਆਂ ਨੂੰ ਡਿਜੀਟਲ ਰੂਪ ਵਿੱਚ ਕਾਊਂਸਲਿੰਗ, ਯੋਗਤਾ ਮੁਲਾਂਕਣ ਅਤੇ ਬਿਹਤਰ ਕਰੀਅਰ ਅਤੇ ਸਟ੍ਰੀਮ ਵਿਕਲਪਾਂ ਦੀ ਚੋਣ ਸਬੰਧੀ ਸਮਰੱਥ ਬਣਾਉਣ ਲਈ ਕਰੀਅਰ ਗਾਈਡੈਂਸ ਪੋਰਟਲ ਲਿਆਂਦਾ ਜਾਵੇਗਾ। — [733, 272, 903, 410]
paragraph: ਪੰਜਾਬ ਸਿੱਖਿਆ ਕ੍ਰਾਂਤੀ ਨੇ ਜੋ ਨੀਂਹ ਰੱਖੀ ਸੀ, ਪੰਜਾਬ ਸਿੱਖਿਆ ਕ੍ਰਾਂਤੀ-2.0 ਹੁਣ ਉਸ ਤਬਦੀਲੀ ਦਾ ਹੋਰ ਵਿਸਤਾਰ ਕਰੇਗੀ ਅਤੇ ਪੰਜਾਬ ਦੀ ਸਿੱਖਿਆ ਪ੍ਰਣਾਲੀ ਨੂੰ ਵਿਸ਼ਵ ਪੱਧਰ 'ਤੇ ਮੁਕਾਬਲਾ ਕਰਨ ਲਈ ਤਿਆਰ ਕਰੇਗੀ। — [733, 527, 903, 573]
paragraph: ਪਿਛਲੇ ਦੋ ਸਾਲਾਂ ਦੌਰਾਨ ਸੂਬੇ ਵੱਲੋਂ ਕਰੀਅਰ ਲਈ ਸੇਧ ਦੇਣ ਸਬੰਧੀ ਪ੍ਰਣਾਲੀਆਂ ਨੂੰ ਵੀ ਮਜ਼ਬੂਤ ਕੀਤਾ ਗਿਆ ਹੈ, ਸਾਇੰਸ ਅਤੇ ਕਾਮਰਸ ਸਟ੍ਰੀਮ ਤੱਕ ਪਹੁੰਚ ਦਾ ਵਿਸਤਾਰ ਕੀਤਾ ਹੈ, ਅਧਿਆਪਕ ਸਿਖਲਾਈ ਈਕੋਸਿਸਟਮ ਨੂੰ ਮਜ਼ਬੂਤ ਕੀਤਾ ਹੈ ਅਤੇ ਹਜ਼ਾਰਾਂ ਸੰਸਥਾਵਾਂ ਵਿੱਚ ਸਕੂਲ ਬੁਨਿਆਦੀ ਢਾਂਚੇ ਨੂੰ ਆਧੁਨਿਕ ਬਣਾਇਆ ਹੈ ਤਾਂ ਜੋ ਸੁਧਾਰ ਬਿਆਨਬਾਜ਼ੀ ਤੋਂ ਅੱਗੇ ਜਾ ਕੇ ਮਾਪਣਯੋਗ ਨਤੀਜਿਆਂ ਤੱਕ ਪਹੁੰਚਾਏ ਜਾ ਸਕਣ। — [220, 565, 382, 657]
masthead-title — [370, 48, 561, 92]
paragraph: ਸੁਧਾਰਾਂ ਦੇ ਅਗਲੇ ਪੜਾਅ ਦਾ ਜਾਣਕਾਰੀ ਦਿੰਦਿਆਂ ਪੰਜਾਬ ਸਰਕਾਰ ਨੇ ਕਿਹਾ ਕਿ 3,500 ਕਰੋੜ ਰੁਪਏ ਦੀ ਲਾਗਤ ਵਾਲਾ ਇਹ ਮਿਸ਼ਨ ਕੇਂਦਰਿਤ ਅਤੇ ਨਤੀਜਾ ਅਧਾਰਤ ਦਖਲ ਰਾਹੀਂ ਪੰਜਾਬ ਸਿੱਖਿਆ ਕ੍ਰਾਂਤੀ ਦੇ ਨਤੀਜਿਆਂ ਨੂੰ ਹੋਰ ਗਹਿਰਾ ਅਤੇ ਜ਼ਬਤ ਬਣਾਏਗਾ। ਇਹ ਪਹਿਲਕਦਮੀ ਤਹਿਤ ਬੁਨਿਆਦੀ ਸਿੱਖਿਆ ਦੀ — [560, 646, 722, 715]
kanshi-headline: ਬਾਬੂ ਕਾਂਸ਼ੀ ਰਾਮ ਜੀ ਲਈ ਭਾਰਤ ਰਤਨ ਦੀ ਮੰਗ ਕਰਦਾ ਇਤਿਹਾਸਕ ਮਤਾ ਪੰਜਾਬ ਵਿਧਾਨ ਸਭਾ ਵੱਲੋਂ ਸਰਬਸੰਮਤੀ ਨਾਲ ਪਾਸ — [74, 1104, 872, 1125]
paragraph: ਨੂੰ ਸ਼ਰਧਾਂਜਲੀ ਭੇਟ ਕਰਦੇ ਹੋਏ ਪੰਜਾਬ ਦੇ ਵਿੱਤ ਮੰਤਰੀ ਹਰਪਾਲ ਸਿੰਘ ਚੀਮਾ ਨੇ ਕਿਹਾ, ਬਾਬੂ ਕਾਂਸ਼ੀ ਰਾਮ ਜੀ ਨੇ ਬਾਬਾ ਸਾਹਿਬ ਡਾ. ਬੀ.ਆਰ. ਅੰਬੇਡਕਰ ਦੀ ਵਿਚਾਰਧਾਰਾ ਦਾ ਪ੍ਰਚਾਰ ਕਰਨ ਵਿੱਚ ਵੱਡੀ ਭੂਮਿਕਾ ਨਿਭਾਈ ਅਤੇ ਸਮਾਜਿਕ-ਆਰਥਿਕ ਬਰਾਬਰੀ ਦਾ ਸੰਦੇਸ਼ ਹਰ ਘਰ ਤੱਕ ਪਹੁੰਚਾਇਆ। ਬਾਬੂ ਕਾਂਸ਼ੀ ਰਾਮ ਜੀ ਬੇਮਿਸਾਲ ਦ੍ਰਿਸ਼ਟੀ ਦੇ ਪ੍ਰਤੀਕ ਸਨ। ਉਨ੍ਹਾਂ ਨੇ ਆਪਣੇ ਨਾਂ 'ਤੇ ਕਿਸੇ ਵੀ ਜਾਇਦਾਦ, ਜ਼ਮੀਨ ਜਾਂ ਬੈਂਕ ਖਾਤੇ ਤੋਂ ਬਿਨਾਂ ਬਤੀਤ ਕੀਤਾ ਅਤੇ ਇਸ ਤਰ੍ਹਾਂ ਹੀ ਸੰਸਾਰ ਨੂੰ ਅਲਵਿਦਾ ਕਿਹਾ। — [184, 1140, 339, 1266]
main-column-2 — [220, 515, 382, 760]
